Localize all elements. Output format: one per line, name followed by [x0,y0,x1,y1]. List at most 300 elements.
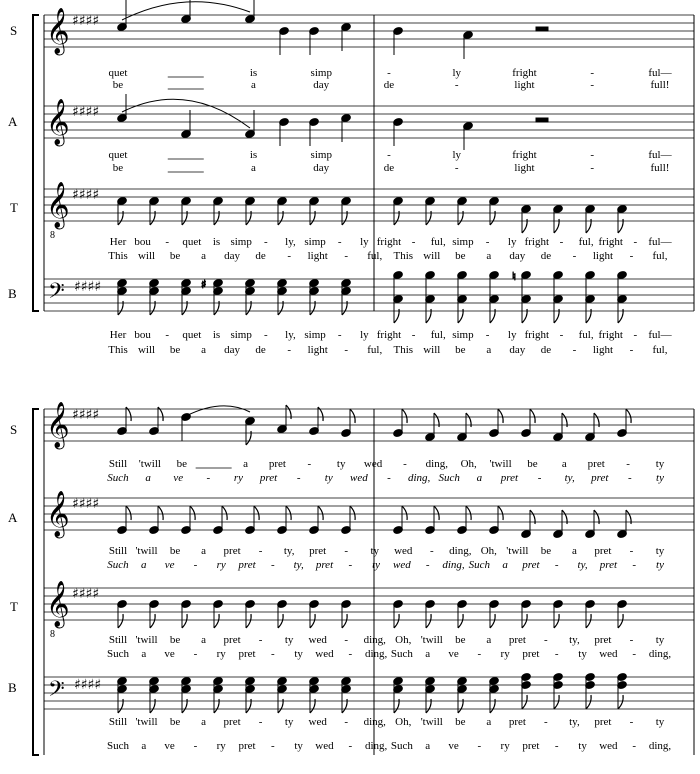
lyric-syllable: - [411,329,416,341]
lyric-syllable: be [176,458,187,470]
lyric-syllable: be [169,344,181,356]
lyric-syllable: wed [599,740,618,752]
lyric-syllable: ry [216,648,226,660]
voice-label-alto: A [8,510,18,525]
voice-label-alto: A [8,114,18,129]
lyric-syllable: a [201,250,207,262]
lyric-syllable: be [169,250,181,262]
note-flag [118,614,123,628]
lyric-syllable: - [425,559,430,571]
lyric-syllable: wed [315,740,334,752]
lyric-syllable: pret [594,634,612,646]
note-flag [618,614,623,628]
note-flag [246,614,251,628]
lyric-syllable: pret [238,648,256,660]
lyric-syllable: fright [524,329,550,341]
lyric-syllable: a [486,634,492,646]
lyric-syllable: - [307,458,312,470]
soprano-lyrics-verse-2 [113,79,670,91]
lyric-syllable: be [455,250,466,262]
note-flag [498,409,503,423]
lyric-syllable: - [477,648,482,660]
lyric-syllable: ty, [283,545,295,557]
system-bracket [33,15,39,311]
lyric-syllable: - [485,329,490,341]
lyric-syllable: a [561,458,567,470]
lyric-syllable: ly [507,236,517,248]
lyric-syllable: wed [363,458,383,470]
lyric-syllable: Such [107,472,129,484]
bass-clef-icon: 𝄢 [48,279,65,309]
lyric-syllable: Such [390,648,413,660]
lyric-syllable: - [287,344,291,356]
lyric-syllable: This [108,344,128,356]
treble-clef-icon: 𝄞 [46,402,70,448]
lyric-syllable: ding, [648,740,672,752]
lyric-syllable: ve [448,740,459,752]
tenor-lyrics-verse-2 [108,250,668,262]
treble-clef-icon: 𝄞 [46,8,70,54]
alto-lyrics-verse-2 [113,162,670,174]
lyric-syllable: - [629,344,634,356]
lyric-syllable: - [572,344,577,356]
lyric-syllable: - [590,79,595,91]
system-bracket [33,409,39,755]
lyric-syllable: - [632,559,637,571]
lyric-syllable: pret [594,545,612,557]
note-flag [530,409,535,423]
lyric-syllable: pret [522,559,540,571]
lyric-syllable: - [632,648,637,660]
lyric-syllable: - [572,250,577,262]
lyric-syllable: ry [500,740,510,752]
natural-icon: ♮ [512,270,516,283]
staff-tenor [10,581,694,660]
lyric-syllable: ty [324,472,333,484]
lyric-syllable: - [590,162,595,174]
soprano-notes [117,0,548,59]
voice-label-bass: B [8,286,17,301]
lyric-syllable: fright [512,149,537,161]
voice-label-soprano: S [10,23,18,38]
lyric-syllable: - [429,545,434,557]
lyric-syllable: pret [223,634,241,646]
lyric-syllable: a [141,648,147,660]
lyric-syllable: a [141,740,147,752]
lyric-syllable: light [307,250,328,262]
lyric-syllable: ding, [364,648,388,660]
lyric-syllable: ly, [285,329,296,341]
lyric-syllable: Still [108,545,128,557]
bass-notes [117,270,628,323]
lyric-syllable: a [571,545,577,557]
lyric-syllable: - [629,545,634,557]
system-1 [8,0,694,356]
lyric-syllable: Her [109,329,127,341]
lyric-syllable: - [629,250,634,262]
lyric-syllable: full! [650,162,670,174]
lyric-syllable: de [383,162,395,174]
lyric-syllable: - [193,648,198,660]
lyric-syllable: will [137,250,156,262]
note-flag [402,506,407,520]
lyric-syllable: pret [238,740,256,752]
lyric-syllable: is [212,236,221,248]
lyric-syllable: 'twill [135,634,158,646]
lyric-syllable: simp [310,149,332,161]
lyric-syllable: a [201,716,207,728]
lyric-syllable: be [112,79,124,91]
key-signature-4-sharps: ♯♯♯♯ [72,104,100,120]
note-flag [158,506,163,520]
lyric-syllable: - [629,634,634,646]
lyric-syllable: ve [164,740,175,752]
lyric-syllable: simp [304,329,326,341]
key-signature-4-sharps: ♯♯♯♯ [74,279,102,295]
sharp-icon: ♯ [201,278,207,291]
lyric-syllable: will [423,250,441,262]
lyric-syllable: wed [308,634,327,646]
lyric-syllable: Such [438,472,460,484]
lyric-syllable: day [224,250,241,262]
lyric-syllable: - [544,716,548,728]
lyric-syllable: simp [452,236,474,248]
lyric-syllable: ding, [648,648,672,660]
lyric-syllable: a [476,472,483,484]
note-flag [190,506,195,520]
lyric-syllable: - [537,472,542,484]
lyric-syllable: ty, [577,559,588,571]
staff-alto [8,491,694,571]
lyric-syllable: be [455,344,466,356]
lyric-syllable: ful— [648,149,672,161]
lyric-syllable: ful, [652,344,668,356]
lyric-syllable: a [502,559,508,571]
lyric-syllable: wed [394,545,413,557]
lyric-syllable: 'twill [135,545,158,557]
lyric-syllable: ly [360,329,369,341]
staff-soprano [10,402,694,484]
lyric-syllable: - [626,458,630,470]
soprano-lyrics-verse-1 [109,67,673,79]
lyric-syllable: be [455,634,466,646]
staff-alto [8,94,694,174]
soprano-lyrics-verse-1 [109,458,665,470]
lyric-syllable: ty [655,545,665,557]
lyric-syllable: fright [376,329,402,341]
lyric-syllable: - [387,472,391,484]
lyric-syllable: ve [164,648,175,660]
treble-clef-icon: 𝄞 [46,182,70,228]
lyric-syllable: quet [182,236,202,248]
lyric-syllable: - [628,472,632,484]
lyric-syllable: - [632,740,637,752]
note-flag [350,506,355,520]
note-flag [182,614,187,628]
lyric-syllable: fright [524,236,550,248]
lyric-syllable: pret [522,740,540,752]
lyric-syllable: a [486,716,492,728]
lyric-syllable: ty [294,648,303,660]
lyric-syllable: is [212,329,221,341]
lyric-syllable: ful— [648,67,672,79]
lyric-syllable: ty, [569,716,580,728]
lyric-syllable: wed [599,648,618,660]
lyric-syllable: de [255,344,266,356]
lyric-syllable: - [344,250,349,262]
note-flag [126,506,131,520]
lyric-syllable: - [403,458,407,470]
lyric-syllable: pret [508,634,526,646]
key-signature-4-sharps: ♯♯♯♯ [74,677,102,693]
key-signature-4-sharps: ♯♯♯♯ [72,13,100,29]
note-flag [498,506,503,520]
lyric-syllable: ding, [407,472,431,484]
lyric-syllable: wed [308,716,327,728]
note-flag [626,409,631,423]
bass-lyrics-verse-2 [108,344,668,356]
lyric-syllable: light [514,162,535,174]
voice-label-bass: B [8,680,17,695]
lyric-syllable: - [485,236,490,248]
lyric-syllable: ty [656,472,664,484]
lyric-syllable: de [540,250,552,262]
lyric-syllable: - [271,740,275,752]
note-flag [522,614,527,628]
lyric-syllable: Still [108,634,128,646]
lyric-syllable: - [344,716,349,728]
lyric-syllable: is [249,149,258,161]
lyric-syllable: light [592,344,614,356]
key-signature-4-sharps: ♯♯♯♯ [72,187,100,203]
note-flag [310,614,315,628]
lyric-syllable: - [633,329,638,341]
voice-label-tenor: T [10,200,18,215]
lyric-syllable: be [112,162,124,174]
lyric-syllable: Such [468,559,491,571]
lyric-syllable: pret [268,458,286,470]
note-flag [586,695,591,709]
lyric-syllable: This [393,250,414,262]
note-flag [342,614,347,628]
lyric-syllable: ful, [578,329,594,341]
note-flag [618,695,623,709]
lyric-syllable: - [554,740,559,752]
lyric-syllable: fright [598,236,623,248]
lyric-syllable: a [251,79,256,91]
alto-lyrics-verse-1 [109,545,665,557]
lyric-syllable: ty [284,716,294,728]
key-signature-4-sharps: ♯♯♯♯ [72,586,100,602]
lyric-syllable: be [169,716,181,728]
treble-clef-icon: 𝄞 [46,99,70,145]
tenor-lyrics-verse-2 [107,648,671,660]
lyric-syllable: de [255,250,266,262]
lyric-syllable: ty [578,740,587,752]
note-flag [150,614,155,628]
lyric-syllable: - [559,329,564,341]
lyric-syllable: bou [134,236,151,248]
lyric-syllable: ly [360,236,369,248]
lyric-syllable: day [313,162,330,174]
lyric-syllable: Oh, [395,716,412,728]
lyric-syllable: ding, [363,716,386,728]
note-flag [350,409,355,423]
lyric-syllable: ful, [430,329,446,341]
lyric-syllable: ry [233,472,244,484]
treble-clef-icon: 𝄞 [46,491,70,537]
lyric-syllable: fright [598,329,623,341]
lyric-syllable: ty [655,634,665,646]
lyric-syllable: 'twill [135,716,158,728]
tenor-notes [117,196,628,233]
note-flag [434,506,439,520]
lyric-syllable: - [387,67,391,79]
lyric-syllable: fright [376,236,402,248]
lyric-syllable: ful, [578,236,594,248]
lyric-syllable: - [263,329,268,341]
staff-soprano [10,0,694,91]
voice-label-soprano: S [10,422,18,437]
lyric-syllable: - [263,236,268,248]
lyric-syllable: - [454,162,459,174]
lyric-syllable: ding, [449,545,472,557]
lyric-syllable: pret [522,648,540,660]
note-flag [490,614,495,628]
alto-lyrics-verse-1 [109,149,673,161]
lyric-syllable: a [141,559,147,571]
lyric-syllable: ty [372,559,381,571]
lyric-syllable: ful, [430,236,446,248]
lyric-syllable: Such [107,648,129,660]
lyric-syllable: ty [655,458,665,470]
bass-clef-icon: 𝄢 [48,677,65,707]
lyric-syllable: be [540,545,552,557]
lyric-syllable: - [193,740,198,752]
lyric-syllable: - [590,149,595,161]
lyric-syllable: quet [108,67,128,79]
lyric-syllable: ve [173,472,184,484]
lyric-syllable: - [348,740,353,752]
lyric-syllable: This [108,250,128,262]
lyric-syllable: pret [223,545,241,557]
lyric-syllable: ly, [285,236,296,248]
tenor-octave-mark: 8 [50,629,55,640]
lyric-syllable: a [251,162,256,174]
alto-lyrics-verse-2 [107,559,664,571]
note-flag [318,506,323,520]
lyric-syllable: - [477,740,482,752]
note-flag [394,614,399,628]
tenor-lyrics-verse-1 [109,634,665,646]
lyric-syllable: - [348,648,353,660]
lyric-syllable: - [554,648,559,660]
lyric-syllable: Such [107,740,129,752]
lyric-syllable: ly [507,329,517,341]
lyric-syllable: - [337,329,342,341]
lyric-syllable: ful— [648,329,672,341]
note-flag [554,614,559,628]
lyric-syllable: ry [500,648,510,660]
note-flag [278,614,283,628]
lyric-syllable: ly [452,67,462,79]
note-flag [214,614,219,628]
staff-bass [8,270,694,356]
lyric-syllable: simp [230,236,252,248]
lyric-syllable: bou [134,329,151,341]
lyric-syllable: ty, [293,559,304,571]
note-flag [426,614,431,628]
lyric-syllable: - [590,67,595,79]
staff-tenor [10,182,694,262]
lyric-syllable: - [629,716,634,728]
lyric-syllable: light [514,79,535,91]
lyric-syllable: will [423,344,441,356]
lyric-syllable: quet [108,149,128,161]
lyric-syllable: be [169,545,181,557]
lyric-syllable: - [165,236,170,248]
tenor-octave-mark: 8 [50,230,55,241]
note-flag [554,695,559,709]
lyric-syllable: pret [223,716,241,728]
lyric-syllable: - [348,559,353,571]
note-flag [286,506,291,520]
lyric-syllable: ty [656,559,664,571]
lyric-syllable: ding, [425,458,448,470]
lyric-syllable: Oh, [460,458,477,470]
staff-bass [8,672,694,752]
lyric-syllable: will [137,344,156,356]
lyric-syllable: Her [109,236,127,248]
lyric-syllable: 'twill [138,458,161,470]
soprano-lyrics-verse-2 [107,472,664,484]
lyric-syllable: pret [508,716,526,728]
lyric-syllable: 'twill [489,458,512,470]
lyric-syllable: pret [591,472,609,484]
lyric-syllable: - [271,559,275,571]
lyric-syllable: de [383,79,395,91]
lyric-syllable: Such [107,559,129,571]
note-flag [522,695,527,709]
lyric-syllable: day [509,344,526,356]
lyric-syllable: a [201,634,207,646]
note-flag [222,506,227,520]
lyric-syllable: ry [216,559,226,571]
lyric-syllable: Oh, [395,634,412,646]
lyric-syllable: - [258,545,263,557]
treble-clef-icon: 𝄞 [46,581,70,627]
lyric-syllable: - [454,79,459,91]
lyric-syllable: ty [578,648,587,660]
lyric-syllable: day [224,344,241,356]
lyric-syllable: - [544,634,548,646]
lyric-syllable: pret [599,559,618,571]
lyric-syllable: - [633,236,638,248]
lyric-syllable: wed [393,559,411,571]
lyric-syllable: ty [370,545,380,557]
lyric-syllable: - [287,250,291,262]
lyric-syllable: wed [350,472,368,484]
lyric-syllable: simp [304,236,326,248]
note-flag [254,506,259,520]
lyric-syllable: a [145,472,151,484]
key-signature-4-sharps: ♯♯♯♯ [72,407,100,423]
lyric-syllable: ding, [364,740,388,752]
lyric-syllable: - [387,149,391,161]
lyric-syllable: ding, [442,559,465,571]
lyric-syllable: Oh, [480,545,497,557]
lyric-syllable: This [393,344,414,356]
